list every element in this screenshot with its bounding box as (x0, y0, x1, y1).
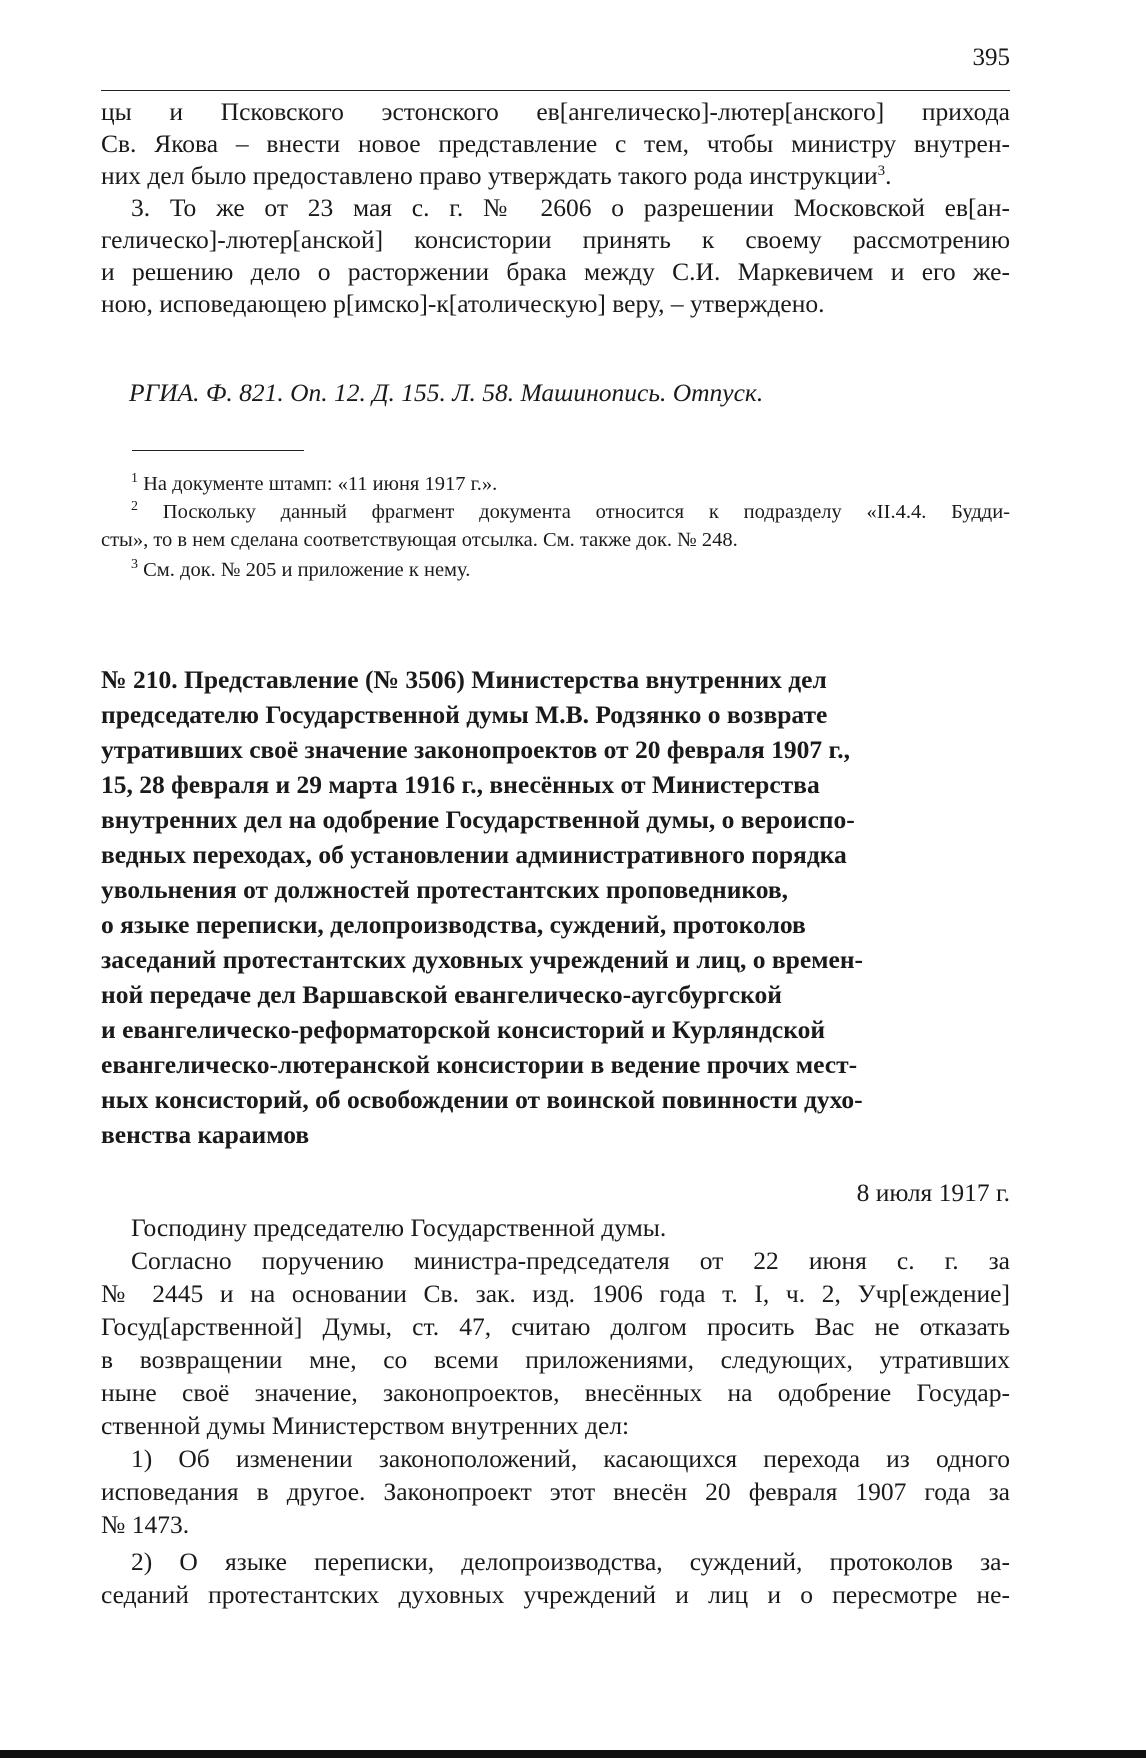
heading-line: № 210. Представление (№ 3506) Министерства внутренних дел (101, 665, 827, 694)
heading-line: внутренних дел на одобрение Государственной думы, о вероиспо- (101, 805, 855, 834)
text-line: 1) Об изменении законоположений, касающихся перехода из одного (131, 1444, 1010, 1473)
footnote-continuation: сты», то в нем сделана соответствующая отсылка. См. также док. № 248. (101, 529, 738, 551)
text-line: седаний протестантских духовных учреждений и лиц и о пересмотре не- (101, 1580, 1010, 1609)
heading-line: 15, 28 февраля и 29 марта 1916 г., внесённых от Министерства (101, 770, 820, 799)
text-line: 3. То же от 23 мая с. г. № 2606 о разрешении Московской ев[ан- (131, 193, 1010, 222)
footnote-ref: 3 (877, 163, 886, 179)
footnote: $^1$ На документе штамп: «11 июня 1917 г.». (131, 471, 498, 495)
text-line: Господину председателю Государственной думы. (131, 1213, 667, 1242)
text-line: Согласно поручению министра-председателя от 22 июня с. г. за (131, 1246, 1010, 1275)
text-line: Госуд[арственной] Думы, ст. 47, считаю долгом просить Вас не отказать (101, 1312, 1010, 1341)
heading-line: заседаний протестантских духовных учреждений и лиц, о времен- (101, 945, 864, 974)
heading-line: о языке переписки, делопроизводства, суждений, протоколов (101, 910, 806, 939)
scan-edge (0, 1750, 1146, 1758)
text-line: Св. Якова – внести новое представление с тем, чтобы министру внутрен- (101, 129, 1010, 158)
heading-line: увольнения от должностей протестантских проповедников, (101, 875, 789, 904)
text-line: в возвращении мне, со всеми приложениями, следующих, утративших (101, 1345, 1010, 1374)
footnote: $^3$ См. док. № 205 и приложение к нему. (131, 557, 471, 581)
text-line: ною, исповедающею р[имско]-к[атолическую] веру, – утверждено. (101, 289, 825, 318)
footnote: $^2$ Поскольку данный фрагмент документа относится к подразделу «II.4.4. Будди- (131, 499, 1010, 523)
text-line: № 2445 и на основании Св. зак. изд. 1906 года т. I, ч. 2, Учр[еждение] (101, 1279, 1010, 1308)
text-line: и решению дело о расторжении брака между С.И. Маркевичем и его же- (101, 257, 1010, 286)
heading-line: и евангелическо-реформаторской консисторий и Курляндской (101, 1015, 826, 1044)
document-date: 8 июля 1917 г. (856, 1178, 1010, 1207)
text-line: гелическо]-лютер[анской] консистории принять к своему рассмотрению (101, 225, 1010, 254)
heading-line: ной передаче дел Варшавской евангелическо-аугсбургской (101, 980, 782, 1009)
text-line: них дел было предоставлено право утверждать такого рода инструкции$^3$. (101, 161, 892, 190)
text-line: ныне своё значение, законопроектов, внесённых на одобрение Государ- (101, 1378, 1010, 1407)
text-line: ственной думы Министерством внутренних дел: (101, 1411, 630, 1440)
footnote-rule (132, 450, 304, 451)
archive-source: РГИА. Ф. 821. Оп. 12. Д. 155. Л. 58. Машинопись. Отпуск. (129, 378, 764, 407)
heading-line: евангелическо-лютеранской консистории в ведение прочих мест- (101, 1050, 858, 1079)
heading-line: утративших своё значение законопроектов от 20 февраля 1907 г., (101, 735, 851, 764)
heading-line: ных консисторий, об освобождении от воинской повинности духо- (101, 1085, 863, 1114)
header-rule (101, 90, 1010, 91)
heading-line: ведных переходах, об установлении административного порядка (101, 840, 847, 869)
heading-line: председателю Государственной думы М.В. Родзянко о возврате (101, 700, 828, 729)
text-line: цы и Псковского эстонского ев[ангелическо]-лютер[анского] прихода (101, 97, 1010, 126)
text-line: № 1473. (101, 1510, 190, 1539)
page-number: 395 (972, 44, 1010, 71)
heading-line: венства караимов (101, 1120, 310, 1149)
text-line: 2) О языке переписки, делопроизводства, суждений, протоколов за- (131, 1547, 1010, 1576)
text-line: исповедания в другое. Законопроект этот внесён 20 февраля 1907 года за (101, 1477, 1010, 1506)
